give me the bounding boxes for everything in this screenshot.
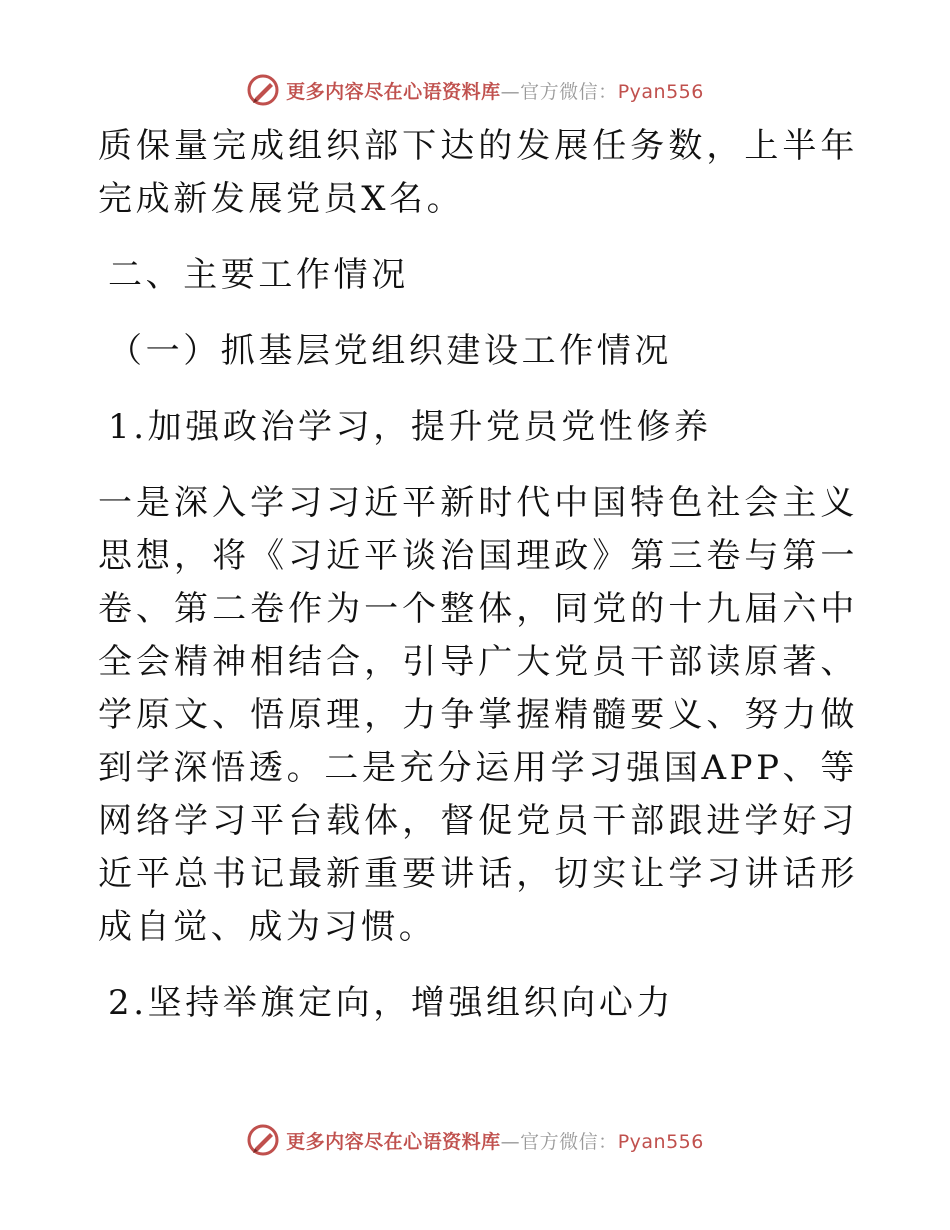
item-heading-2: 2.坚持举旗定向，增强组织向心力 [108,983,675,1023]
footer-watermark [0,1120,950,1160]
paragraph-continuation: 质保量完成组织部下达的发展任务数，上半年完成新发展党员X名。 [98,126,858,219]
header-watermark [0,70,950,110]
watermark-dash: — [500,80,521,103]
watermark-dash: — [500,1130,521,1153]
subsection-heading: （一）抓基层党组织建设工作情况 [108,331,672,371]
watermark-text [286,77,704,104]
document-body [98,120,858,1030]
pen-logo-icon [246,73,280,107]
watermark-sub: 官方微信： [520,1130,618,1153]
watermark-sub: 官方微信： [520,80,618,103]
watermark-main: 更多内容尽在心语资料库 [286,1130,501,1153]
watermark-id: Pyan556 [617,1130,704,1153]
watermark-text [286,1127,704,1154]
section-heading: 二、主要工作情况 [108,255,409,295]
paragraph-study: 一是深入学习习近平新时代中国特色社会主义思想，将《习近平谈治国理政》第三卷与第一卷、第二卷作为一个整体，同党的十九届六中全会精神相结合，引导广大党员干部读原著、学原文、悟原理，力争掌握精髓要义、努力做到学深悟透。二是充分运用学习强国APP、等网络学习平台载体，督促党员干部跟进学好习近平总书记最新重要讲话，切实让学习讲话形成自觉、成为习惯。 [98,483,858,947]
pen-logo-icon [246,1123,280,1157]
watermark-id: Pyan556 [617,80,704,103]
watermark-main: 更多内容尽在心语资料库 [286,80,501,103]
item-heading-1: 1.加强政治学习，提升党员党性修养 [108,407,712,447]
